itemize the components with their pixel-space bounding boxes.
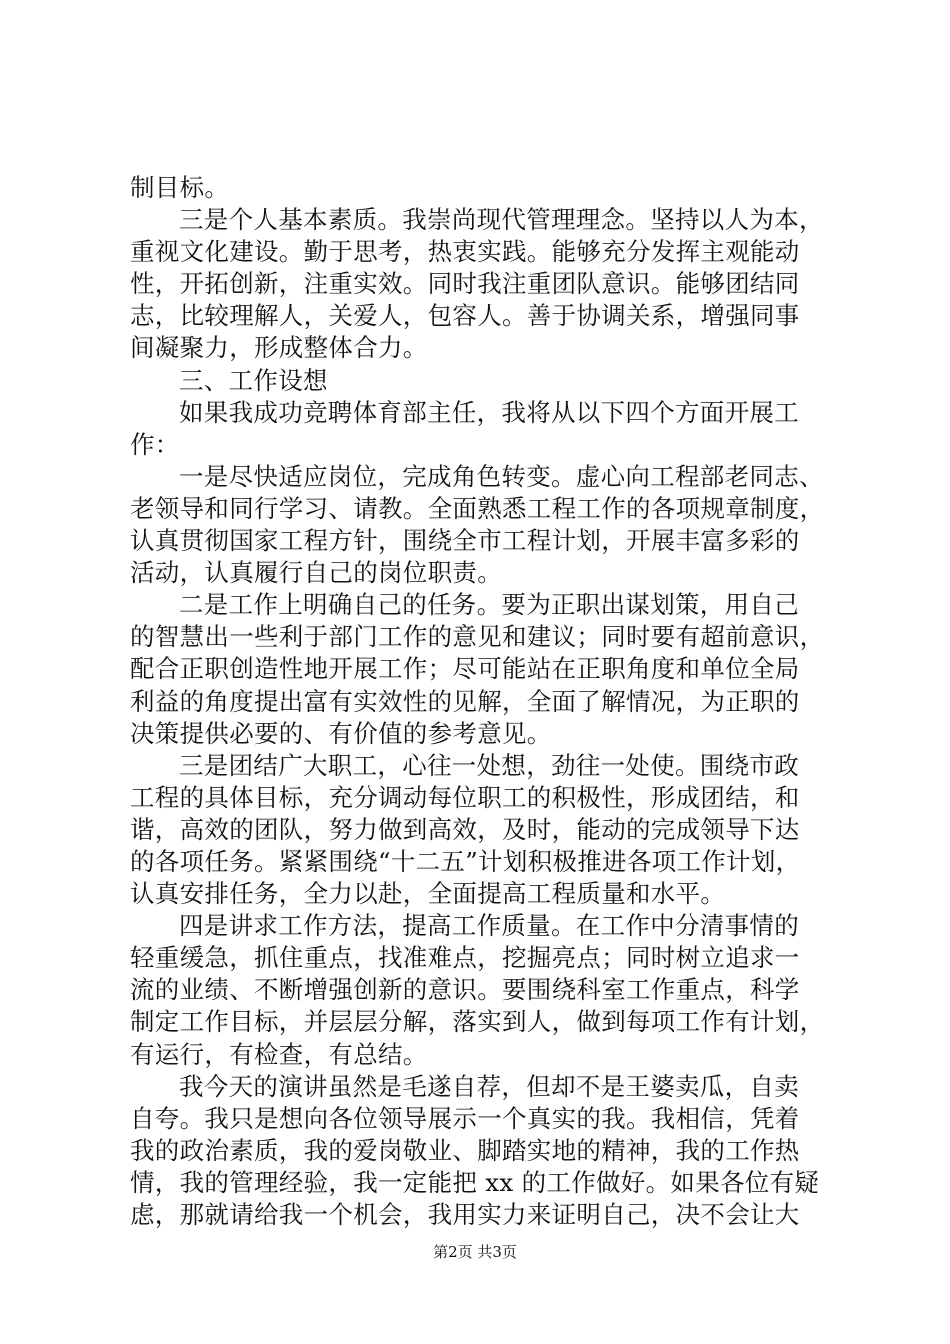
text-line: 重视文化建设。勤于思考，热衷实践。能够充分发挥主观能动 [130,237,800,267]
text-line: 三是团结广大职工，心往一处想，劲往一处使。围绕市政 [179,750,799,780]
text-line: 志，比较理解人，关爱人，包容人。善于协调关系，增强同事 [130,301,800,331]
text-line: 轻重缓急，抓住重点，找准难点，挖掘亮点；同时树立追求一 [130,943,800,973]
section-heading: 三、工作设想 [179,365,328,395]
text-line: 有运行，有检查，有总结。 [130,1039,428,1069]
text-line: 认真安排任务，全力以赴，全面提高工程质量和水平。 [130,879,726,909]
text-line: 虑，那就请给我一个机会，我用实力来证明自己，决不会让大 [130,1200,800,1229]
text-line: 的智慧出一些利于部门工作的意见和建议；同时要有超前意识， [130,622,825,652]
text-line: 决策提供必要的、有价值的参考意见。 [130,718,552,748]
text-line: 间凝聚力，形成整体合力。 [130,333,428,363]
text-line: 活动，认真履行自己的岗位职责。 [130,558,502,588]
text-line: 配合正职创造性地开展工作；尽可能站在正职角度和单位全局 [130,654,800,684]
text-line: 性，开拓创新，注重实效。同时我注重团队意识。能够团结同 [130,269,800,299]
text-line: 情，我的管理经验，我一定能把 xx 的工作做好。如果各位有疑 [130,1167,820,1197]
text-line: 作： [130,429,180,459]
text-line: 工程的具体目标，充分调动每位职工的积极性，形成团结，和 [130,782,800,812]
text-line: 认真贯彻国家工程方针，围绕全市工程计划，开展丰富多彩的 [130,526,800,556]
text-line: 自夸。我只是想向各位领导展示一个真实的我。我相信，凭着 [130,1103,800,1133]
document-body [130,172,830,1231]
text-line: 一是尽快适应岗位，完成角色转变。虚心向工程部老同志、 [179,461,824,491]
text-line: 谐，高效的团队，努力做到高效，及时，能动的完成领导下达 [130,814,800,844]
page-number-footer: 第2页 共3页 [433,1243,517,1261]
text-line: 我的政治素质，我的爱岗敬业、脚踏实地的精神，我的工作热 [130,1135,800,1165]
text-line: 制定工作目标，并层层分解，落实到人，做到每项工作有计划， [130,1007,825,1037]
text-line: 利益的角度提出富有实效性的见解，全面了解情况，为正职的 [130,686,800,716]
text-line: 流的业绩、不断增强创新的意识。要围绕科室工作重点，科学 [130,975,800,1005]
text-line: 三是个人基本素质。我崇尚现代管理理念。坚持以人为本， [179,205,824,235]
text-line: 老领导和同行学习、请教。全面熟悉工程工作的各项规章制度， [130,493,825,523]
text-line: 四是讲求工作方法，提高工作质量。在工作中分清事情的 [179,911,799,941]
text-line: 二是工作上明确自己的任务。要为正职出谋划策，用自己 [179,590,799,620]
text-line: 我今天的演讲虽然是毛遂自荐，但却不是王婆卖瓜，自卖 [179,1071,799,1101]
text-line: 如果我成功竞聘体育部主任，我将从以下四个方面开展工 [179,397,799,427]
text-line: 制目标。 [130,173,230,202]
text-line: 的各项任务。紧紧围绕“十二五”计划积极推进各项工作计划， [130,846,801,876]
